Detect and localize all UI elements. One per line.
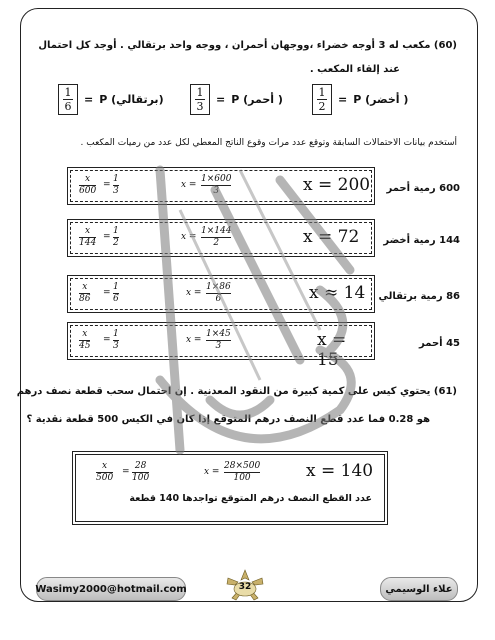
row-4-label: 45 أحمر — [419, 338, 460, 349]
prob-red-fraction: 1 3 — [190, 84, 210, 115]
product-fraction: 1×144 2 — [201, 226, 232, 248]
answer-box-61: x 500 = 28 100 x = 28×500 100 x = 140 عدد القطع النصف درهم المتوقع تواجدها 140 قطعة — [75, 454, 385, 522]
ratio-fraction: x 600 — [79, 174, 97, 196]
product-fraction: 1×86 6 — [206, 282, 231, 304]
row-3-label: 86 رمية برتقالي — [378, 291, 460, 302]
answer-caption: عدد القطع النصف درهم المتوقع تواجدها 140 قطعة — [129, 493, 372, 504]
ratio-fraction: x 86 — [79, 282, 91, 304]
calc-box-row-3: x 86 = 1 6 x = 1×86 6 x ≈ 14 — [70, 278, 372, 310]
question-61-line1: (61) يحتوي كيس على كمية كبيرة من النقود المعدنية . إن احتمال سحب قطعة نصف درهم — [16, 386, 457, 397]
result-value: x = 140 — [306, 461, 374, 481]
prob-green-label: P (أخضر ) — [353, 93, 409, 106]
prob-fraction: 1 6 — [113, 282, 119, 304]
ratio-fraction: x 45 — [79, 329, 91, 351]
row-1-label: 600 رمية أحمر — [386, 183, 460, 194]
product-fraction: 1×45 3 — [206, 329, 231, 351]
prob-red-label: P (أحمر ) — [231, 93, 283, 106]
product-fraction: 1×600 3 — [201, 174, 232, 196]
product-fraction: 28×500 100 — [224, 461, 261, 483]
prob-fraction: 28 100 — [132, 461, 150, 483]
page-number: 32 — [238, 582, 252, 592]
prob-fraction: 1 3 — [113, 174, 119, 196]
result-value: x ≈ 14 — [309, 283, 366, 303]
instruction-text: أستخدم بيانات الاحتمالات السابقة وتوقع عدد مرات وقوع الناتج المعطي لكل عدد من رميات المكعب . — [80, 138, 457, 148]
prob-fraction: 1 2 — [113, 226, 119, 248]
calc-box-row-1: x 600 = 1 3 x = 1×600 3 x = 200 — [70, 170, 372, 202]
question-60-line2: عند إلقاء المكعب . — [309, 64, 400, 75]
prob-green: 1 2 = P (أخضر ) — [312, 84, 408, 115]
prob-red: 1 3 = P (أحمر ) — [190, 84, 283, 115]
result-value: x = 200 — [303, 175, 371, 195]
prob-green-fraction: 1 2 — [312, 84, 332, 115]
ratio-fraction: x 500 — [96, 461, 114, 483]
result-value: x = 72 — [303, 227, 360, 247]
result-value: x = 15 — [317, 330, 347, 370]
question-61-line2: هو 0.28 فما عدد قطع النصف درهم المتوقع إذا كان في الكيس 500 قطعة نقدية ؟ — [26, 414, 430, 425]
question-60-line1: (60) مكعب له 3 أوجه خضراء ،ووجهان أحمران ، ووجه واحد برتقالي . أوجد كل احتمال — [38, 40, 457, 51]
page-number-ornament — [222, 566, 268, 606]
prob-orange-fraction: 1 6 — [58, 84, 78, 115]
prob-orange-label: P (برتقالي) — [99, 93, 164, 106]
calc-box-row-2: x 144 = 1 2 x = 1×144 2 x = 72 — [70, 222, 372, 254]
row-2-label: 144 رمية أخضر — [383, 235, 460, 246]
prob-fraction: 1 3 — [113, 329, 119, 351]
footer-email: Wasimy2000@hotmail.com — [36, 577, 186, 601]
ratio-fraction: x 144 — [79, 226, 97, 248]
prob-orange: 1 6 = P (برتقالي) — [58, 84, 164, 115]
footer-author: علاء الوسيمي — [380, 577, 458, 601]
calc-box-row-4: x 45 = 1 3 x = 1×45 3 x = 15 — [70, 325, 372, 357]
